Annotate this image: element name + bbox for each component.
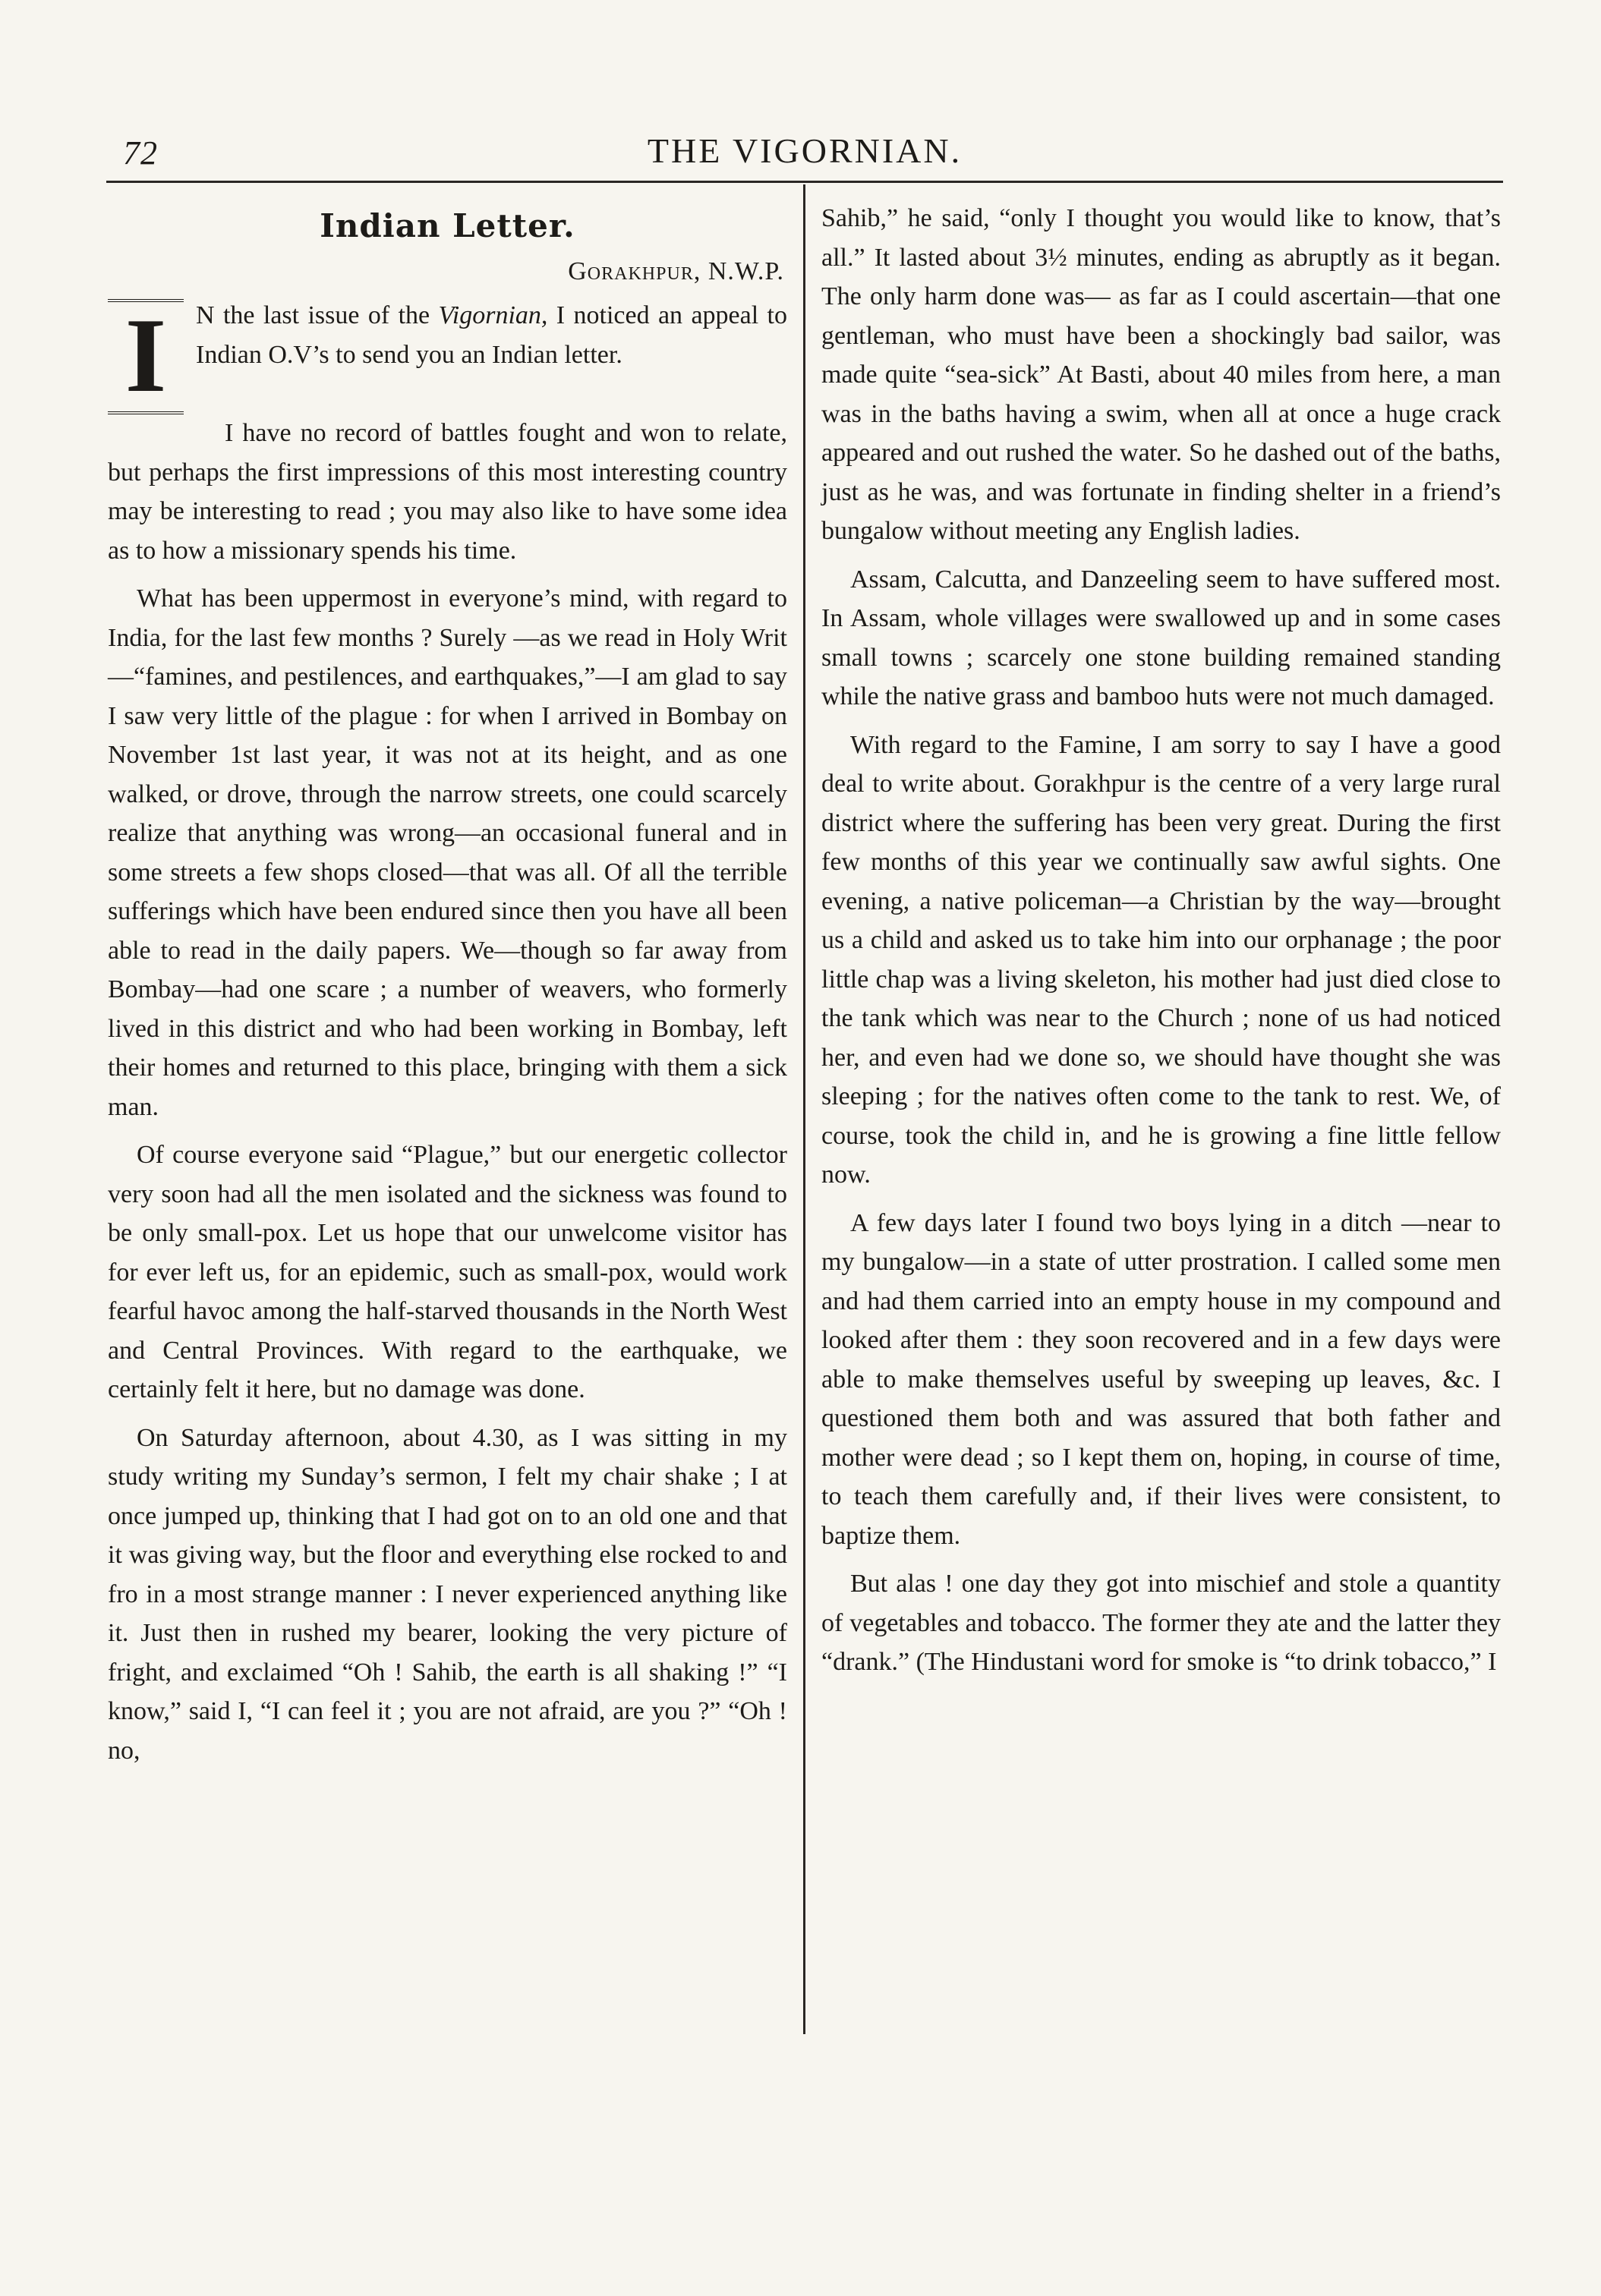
drop-cap: I xyxy=(108,299,184,414)
right-column xyxy=(821,199,1501,1682)
paragraph-7: With regard to the Famine, I am sorry to say I have a good deal to write about. Gorakhpur is the centre of a very large rural district where the suffering has been very great. During the first few months of this year we continually saw awful sights. One evening, a native policeman—a Christian by the way—brought us a child and asked us to take him into our orphanage ; the poor little chap was a living skeleton, his mother had just died close to the tank which was near to the Church ; none of us had noticed her, and even had we done so, we should have thought she was sleeping ; for the natives often come to the tank to rest. We, of course, took the child in, and he is growing a fine little fellow now. xyxy=(821,730,1501,1189)
dateline-place: Gorakhpur, xyxy=(568,257,701,285)
header-rule xyxy=(106,181,1503,183)
paragraph-4: Of course everyone said “Plague,” but our energetic collector very soon had all the men isolated and the sickness was found to be only small-pox. Let us hope that our unwelcome visitor has for ever left us, for an epidemic, such as small-pox, would work fearful havoc among the half-starved thousands in the North West and Central Provinces. With regard to the earthquake, we certainly felt it here, but no damage was done. xyxy=(108,1141,787,1403)
paragraph-5: On Saturday afternoon, about 4.30, as I was sitting in my study writing my Sunday’s sermon, I felt my chair shake ; I at once jumped up, thinking that I had got on to an old one and that it was giving way, but the floor and everything else rocked to and fro in a most strange manner : I never experienced anything like it. Just then in rushed my bearer, looking the very picture of fright, and exclaimed “Oh ! Sahib, the earth is all shaking !” “I know,” said I, “I can feel it ; you are not afraid, are you ?” “Oh ! no, xyxy=(108,1423,787,1765)
opening-paragraph-block xyxy=(108,296,787,414)
page-number: 72 xyxy=(123,134,158,172)
running-title: THE VIGORNIAN. xyxy=(647,131,963,170)
paragraph-1-text-a: N the last issue of the xyxy=(196,301,439,329)
left-column xyxy=(108,199,787,1770)
dateline-region: N.W.P. xyxy=(708,257,784,285)
publication-name: Vigornian, xyxy=(438,301,548,329)
paragraph-5-continued: Sahib,” he said, “only I thought you would like to know, that’s all.” It lasted about 3½ minutes, ending as abruptly as it began. The only harm done was— as far as I could ascertain—that one gentleman, who must have been a shockingly bad sailor, was made quite “sea-sick” At Basti, about 40 miles from here, a man was in the baths having a swim, when all at once a huge crack appeared and out rushed the water. So he dashed out of the baths, just as he was, and was fortunate in finding shelter in a friend’s bungalow without meeting any English ladies. xyxy=(821,204,1501,545)
paragraph-1 xyxy=(108,296,787,374)
paragraph-6: Assam, Calcutta, and Danzeeling seem to have suffered most. In Assam, whole villages were swallowed up and in some cases small towns ; scarcely one stone building remained standing while the native grass and bamboo huts were not much damaged. xyxy=(821,565,1501,710)
paragraph-1-text-b: I noticed an appeal to Indian O.V’s to send you an Indian letter. xyxy=(196,301,787,369)
paragraph-8: A few days later I found two boys lying in a ditch —near to my bungalow—in a state of utter prostration. I called some men and had them carried into an empty house in my compound and looked after them : they soon recovered and in a few days were able to make themselves useful by sweeping up leaves, &c. I questioned them both and was assured that both father and mother were dead ; so I kept them on, hoping, in course of time, to teach them carefully and, if their lives were consistent, to baptize them. xyxy=(821,1208,1501,1550)
paragraph-2: I have no record of battles fought and won to relate, but perhaps the first impressions of this most interesting country may be interesting to read ; you may also like to have some idea as to how a missionary spends his time. xyxy=(108,419,787,565)
paragraph-9: But alas ! one day they got into mischief and stole a quantity of vegetables and tobacco. The former they ate and the latter they “drank.” (The Hindustani word for smoke is “to drink tobacco,” I xyxy=(821,1570,1501,1676)
dateline xyxy=(108,252,784,296)
page-header xyxy=(106,128,1503,181)
article-title: Indian Letter. xyxy=(320,207,575,244)
column-divider xyxy=(803,184,805,2034)
paragraph-3: What has been uppermost in everyone’s mind, with regard to India, for the last few months ? Surely —as we read in Holy Writ—“famines, and pestilences, and earthquakes,”—I am glad to say I saw very little of the plague : for when I arrived in Bombay on November 1st last year, it was not at its height, and as one walked, or drove, through the narrow streets, one could scarcely realize that anything was wrong—an occasional funeral and in some streets a few shops closed—that was all. Of all the terrible sufferings which have been endured since then you have all been able to read in the daily papers. We—though so far away from Bombay—had one scare ; a number of weavers, who formerly lived in this district and who had been working in Bombay, left their homes and returned to this place, bringing with them a sick man. xyxy=(108,584,787,1121)
